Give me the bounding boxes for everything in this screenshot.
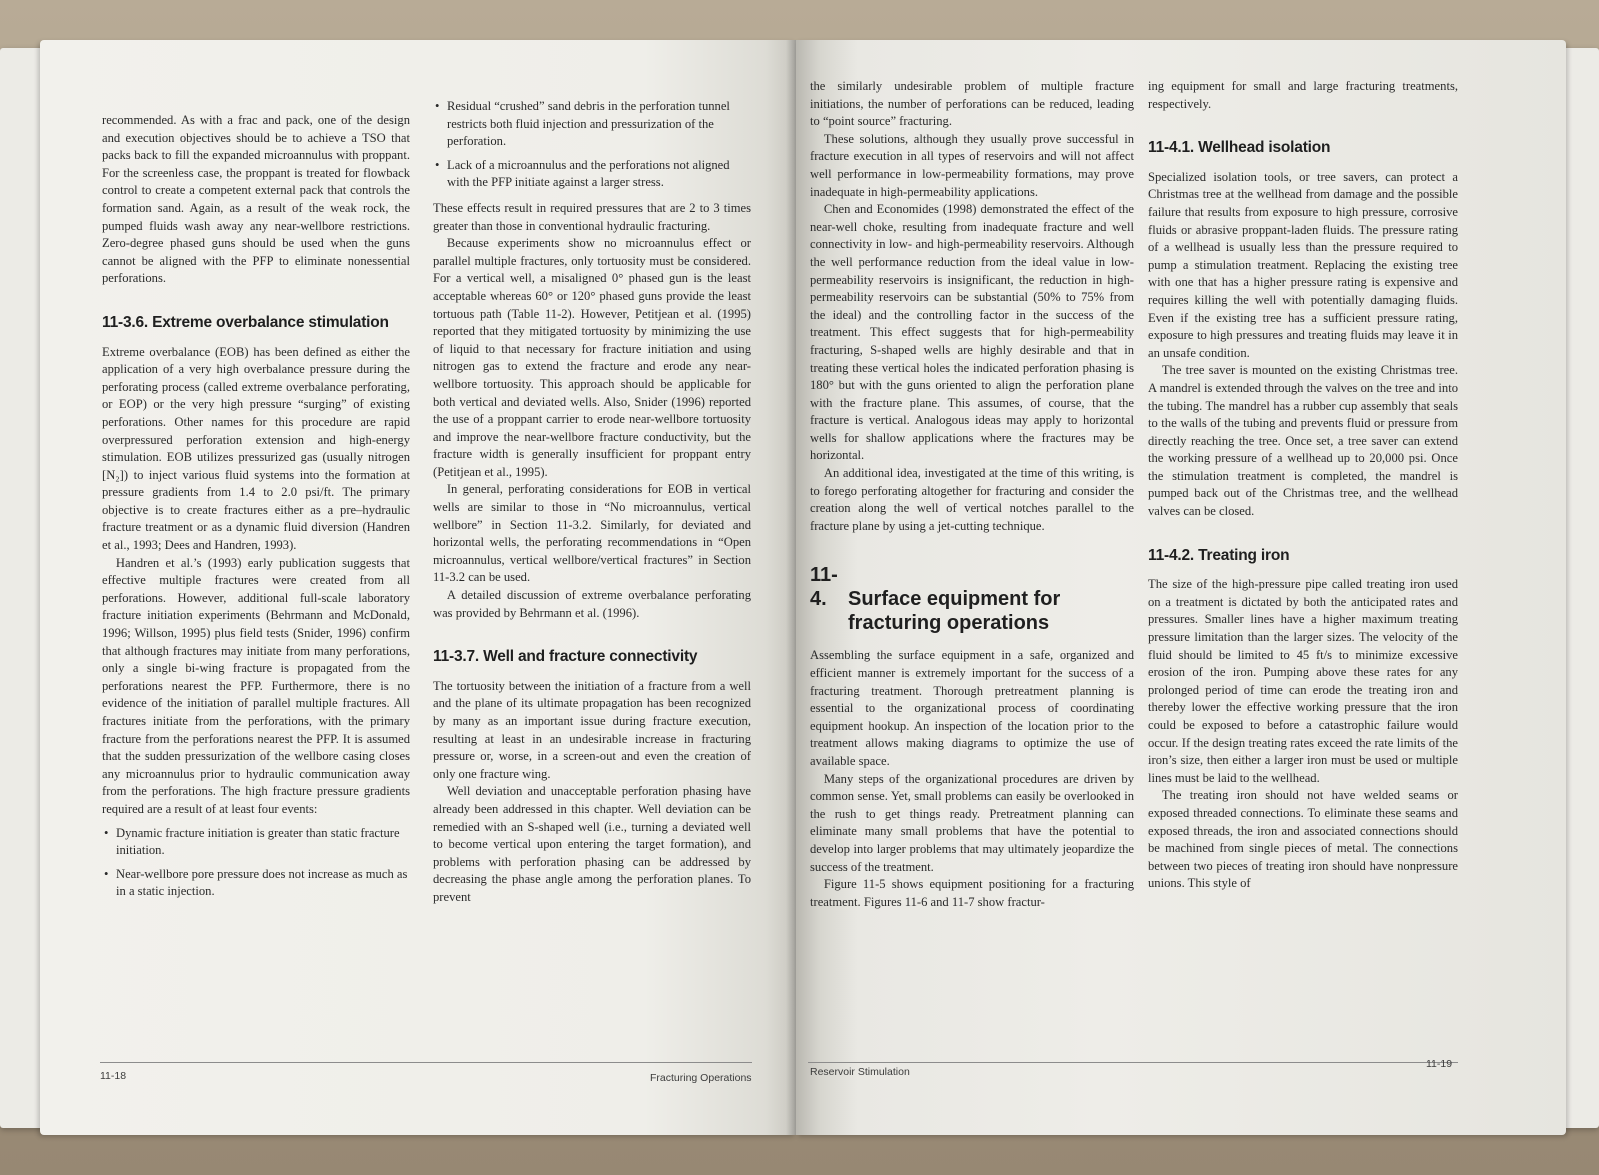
page-number: 11-19 <box>1426 1058 1453 1070</box>
heading-line-1: Surface equipment for <box>848 588 1061 611</box>
left-page <box>40 40 796 1135</box>
paragraph: Figure 11-5 shows equipment positioning for a fracturing treatment. Figures 11-6 and 11-7 show fractur- <box>810 877 1134 909</box>
paragraph: Many steps of the organizational procedures are driven by common sense. Yet, small problems can easily be overlooked in the rush to get things ready. Pretreatment planning can eliminate many small problems that have the potential to develop into larger problems that may ultimately jeopardize the success of the treatment. <box>810 771 1134 874</box>
paragraph: Because experiments show no microannulus effect or parallel multiple fractures, only tortuosity must be considered. For a vertical well, a misaligned 0° phased gun is the least acceptable whereas 60° or 120° phased guns provide the least tortuous path (Table 11-2). However, Petitjean et al. (1995) reported that they mitigated tortuosity by minimizing the use of liquid to that necessary for fracture initiation and using nitrogen gas to extend the fracture and erode any near-wellbore tortuosity. This approach should be applicable for both vertical and deviated wells. Also, Snider (1996) reported the use of a proppant carrier to erode near-wellbore tortuosity and improve the near-wellbore fracture conductivity, but the fracture width is generally insufficient for proppant entry (Petitjean et al., 1995). <box>433 236 751 479</box>
running-footer: Fracturing Operations <box>650 1072 752 1084</box>
right-page <box>796 40 1566 1135</box>
paragraph: Specialized isolation tools, or tree savers, can protect a Christmas tree at the wellhead from damage and the possible failure that results from exposure to high pressure, corrosive fluids or abrasive proppant-laden fluids. The pressure rating of a wellhead is usually less than the pressure required to pump a stimulation treatment. Replacing the existing tree with one that has a higher pressure rating is expensive and requires killing the well with potentially damaging fluids. Even if the existing tree has a sufficient pressure rating, exposure to high pressures and treating fluids may leave it in an unsafe condition. <box>1148 169 1458 360</box>
paragraph: Handren et al.’s (1993) early publication suggests that effective multiple fractures were created from all perforations. However, additional full-scale laboratory fracture initiation experiments (Behrmann and McDonald, 1996; Willson, 1995) plus field tests (Snider, 1996) confirm that although fractures may initiate from many perforations, only a single bi-wing fracture is propagated from the perforations nearest the PFP. Furthermore, there is no evidence of the initiation of parallel multiple fractures. All fractures initiate from the perforations, with the primary fracture from the perforations nearest the PFP. It is assumed that the sudden pressurization of the wellbore casing closes any microannulus prior to hydraulic communication away from the perforations. The high fracture pressure gradients required are a result of at least four events: <box>102 555 410 816</box>
left-page-column-1 <box>102 112 410 909</box>
paragraph: ing equipment for small and large fracturing treatments, respectively. <box>1148 79 1458 111</box>
paragraph: In general, perforating considerations for EOB in vertical wells are similar to those in “No microannulus, vertical wellbore” in Section 11-3.2. Similarly, for deviated and horizontal wells, the perforating recommendations in “Open microannulus, vertical wellbore/vertical fractures” in Section 11-3.2 can be used. <box>433 482 751 585</box>
paragraph: The tortuosity between the initiation of a fracture from a well and the plane of its ultimate propagation has been recognized by many as an important issue during fracture execution, resulting at least in an undesirable increase in fracturing pressure or, worse, in a screen-out and even the creation of only one fracture wing. <box>433 678 751 781</box>
paragraph: Chen and Economides (1998) demonstrated the effect of the near-well choke, resulting from inadequate fracture and well connectivity in low- and high-permeability reservoirs. Although the well performance reduction from the ideal value in low-permeability reservoirs is insignificant, the reduction in high-permeability reservoirs can be substantial (50% to 75% from the ideal) and the controlling factor in the success of the treatment. This effect suggests that for high-permeability fracturing, S-shaped wells are highly desirable and that in treating these vertical holes the indicated perforation phasing is 180° but with the guns oriented to align the perforation plane with the fracture plane. This assumes, of course, that the fracture is vertical. Analogous ideas may apply to horizontal wells for shallow applications where the fractures may be horizontal. <box>810 202 1134 463</box>
paragraph: recommended. As with a frac and pack, one of the design and execution objectives should be to achieve a TSO that packs back to fill the expanded microannulus with proppant. For the screenless case, the proppant is treated for flowback control to create a competent external pack that controls the formation sand. Again, as a result of the weak rock, the pumped fluids wash away any near-wellbore restrictions. Zero-degree phased guns should be used when the guns cannot be aligned with the PFP to eliminate nonessential perforations. <box>102 113 410 286</box>
footer-rule <box>808 1062 1458 1063</box>
paragraph: The size of the high-pressure pipe called treating iron used on a treatment is dictated by both the anticipated rates and pressures. Smaller lines have a higher maximum treating pressure limitation than the larger sizes. The velocity of the fluid should be limited to 45 ft/s to minimize excessive erosion of the iron. Pumping above these rates for any prolonged period of time can erode the treating iron and thereby lower the effective working pressure that the iron could be exposed to before a catastrophic failure would occur. If the design treating rates exceed the rate limits of the iron’s size, then either a larger iron must be used or multiple lines must be laid to the wellhead. <box>1148 577 1458 785</box>
paragraph: Assembling the surface equipment in a safe, organized and efficient manner is extremely important for the success of a fracturing treatment. Thorough pretreatment planning is essential to the organizational process of coordinating equipment hookup. An inspection of the location prior to the treatment allows making diagrams to optimize the use of available space. <box>810 648 1134 768</box>
chapter-section-heading-surface-equipment <box>810 563 1134 635</box>
right-page-column-1 <box>810 78 1134 911</box>
paragraph: These effects result in required pressures that are 2 to 3 times greater than those in conventional hydraulic fracturing. <box>433 200 751 233</box>
bullet-item: • Residual “crushed” sand debris in the perforation tunnel restricts both fluid injection and pressurization of the perforation. <box>447 98 751 151</box>
section-heading-wellhead-isolation: 11-4.1. Wellhead isolation <box>1148 139 1331 157</box>
bullet-item: • Dynamic fracture initiation is greater than static fracture initiation. <box>116 825 410 860</box>
paragraph: the similarly undesirable problem of multiple fracture initiations, the number of perforations can be reduced, leading to “point source” fracturing. <box>810 79 1134 129</box>
section-heading-well-fracture-connectivity: 11-3.7. Well and fracture connectivity <box>433 648 698 666</box>
bullet-list <box>433 98 751 192</box>
bullet-item: • Near-wellbore pore pressure does not increase as much as in a static injection. <box>116 866 410 901</box>
heading-number: 11-4. <box>810 564 838 611</box>
paragraph: The treating iron should not have welded seams or exposed threaded connections. To eliminate these seams and exposed threads, the iron and associated connections should be machined from single pieces of metal. The connections between two pieces of treating iron should have nonpressure unions. This style of <box>1148 788 1458 891</box>
paragraph: These solutions, although they usually prove successful in fracture execution in all types of reservoirs and will not affect well performance in low-permeability formations, may prove inadequate in high-permeability applications. <box>810 131 1134 199</box>
paragraph: An additional idea, investigated at the time of this writing, is to forego perforating altogether for fracturing and consider the creation along the well of vertical notches parallel to the fracture plane by using a jet-cutting technique. <box>810 466 1134 533</box>
right-page-column-2 <box>1148 78 1458 893</box>
paragraph: Extreme overbalance (EOB) has been defined as either the application of a very high overbalance pressure during the perforating process (called extreme overbalance perforating, or EOP) or the very high pressure “surging” of existing perforations. Other names for this procedure are rapid overpressured perforation extension and high-energy stimulation. EOB utilizes pressurized gas (usually nitrogen [N₂]) to inject various fluid systems into the formation at pressure gradients from 1.4 to 2.0 psi/ft. The primary objective is to create fractures either as a pre–hydraulic fracture treatment or as a dynamic fluid diversion (Handren et al., 1993; Dees and Handren, 1993). <box>102 344 410 553</box>
page-number: 11-18 <box>100 1070 127 1082</box>
section-heading-treating-iron: 11-4.2. Treating iron <box>1148 546 1290 564</box>
heading-line-2: fracturing operations <box>848 612 1050 635</box>
running-footer: Reservoir Stimulation <box>810 1066 910 1078</box>
bullet-list <box>102 825 410 901</box>
section-heading-extreme-overbalance: 11-3.6. Extreme overbalance stimulation <box>102 313 389 331</box>
footer-rule <box>100 1062 752 1063</box>
left-page-column-2 <box>433 98 751 907</box>
bullet-item: • Lack of a microannulus and the perforations not aligned with the PFP initiate against a larger stress. <box>447 157 751 192</box>
paragraph: A detailed discussion of extreme overbalance perforating was provided by Behrmann et al. (1996). <box>433 588 751 620</box>
paragraph: The tree saver is mounted on the existing Christmas tree. A mandrel is extended through the valves on the tree and into the tubing. The mandrel has a rubber cup assembly that seals to the walls of the tubing and prevents fluid or pressure from directly reaching the tree. Once set, a tree saver can extend the working pressure of a wellhead up to 20,000 psi. Once the stimulation treatment is completed, the mandrel is pumped back out of the Christmas tree, and the wellhead valves can be closed. <box>1148 363 1458 519</box>
paragraph: Well deviation and unacceptable perforation phasing have already been addressed in this chapter. Well deviation can be remedied with an S-shaped well (i.e., turning a deviated well to become vertical upon entering the target formation), and problems with perforation phasing can be addressed by decreasing the phase angle among the perforation planes. To prevent <box>433 784 751 904</box>
